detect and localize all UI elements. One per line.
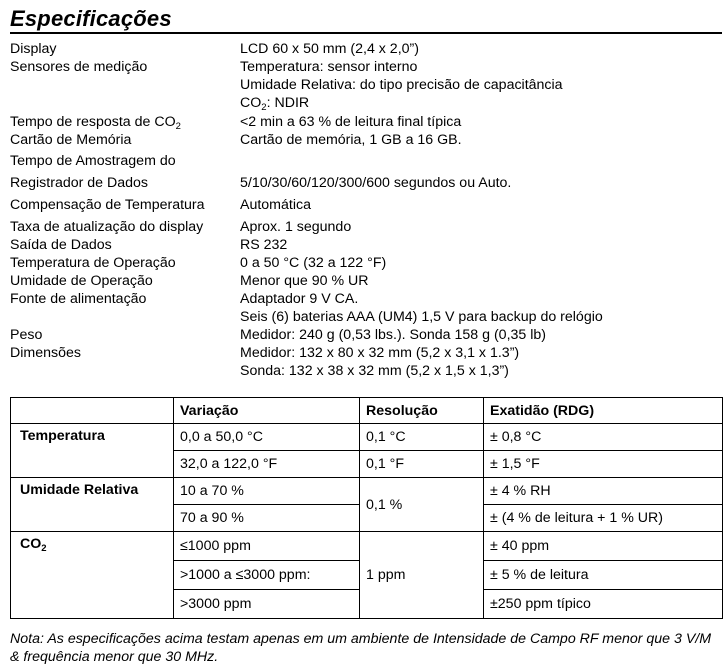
- group-label: Temperatura: [11, 424, 174, 478]
- table-header: Exatidão (RDG): [484, 398, 723, 424]
- table-header: Resolução: [360, 398, 484, 424]
- spec-value: LCD 60 x 50 mm (2,4 x 2,0”): [240, 41, 419, 57]
- range-cell: >3000 ppm: [174, 590, 360, 619]
- spec-label: Umidade de Operação: [10, 273, 153, 289]
- spec-label: Tempo de resposta de $CO_2$: [10, 114, 181, 132]
- accuracy-cell: ± 5 % de leitura: [484, 561, 723, 590]
- spec-label: Registrador de Dados: [10, 175, 149, 191]
- accuracy-cell: ± 1,5 °F: [484, 451, 723, 478]
- spec-value: Aprox. 1 segundo: [240, 219, 352, 235]
- spec-value: Seis (6) baterias AAA (UM4) 1,5 V para backup do relógio: [240, 309, 603, 325]
- spec-value: Sonda: 132 x 38 x 32 mm (5,2 x 1,5 x 1,3”): [240, 363, 509, 379]
- spec-label: Fonte de alimentação: [10, 291, 147, 307]
- spec-value: Temperatura: sensor interno: [240, 59, 418, 75]
- spec-value: $CO_2$: NDIR: [240, 95, 310, 113]
- table-header-row: [11, 398, 723, 424]
- accuracy-cell: ± 0,8 °C: [484, 424, 723, 451]
- spec-value: Cartão de memória, 1 GB a 16 GB.: [240, 132, 462, 148]
- spec-label: Temperatura de Operação: [10, 255, 176, 271]
- spec-label: Taxa de atualização do display: [10, 219, 204, 235]
- table-row: [11, 478, 723, 505]
- range-cell: ≤1000 ppm: [174, 532, 360, 561]
- spec-label: Dimensões: [10, 345, 81, 361]
- resolution-cell: 0,1 °F: [360, 451, 484, 478]
- accuracy-cell: ± (4 % de leitura + 1 % UR): [484, 505, 723, 532]
- specifications-table: [10, 397, 723, 619]
- resolution-cell: 0,1 %: [360, 478, 484, 532]
- table-header: [11, 398, 174, 424]
- spec-value: Menor que 90 % UR: [240, 273, 369, 289]
- accuracy-cell: ±250 ppm típico: [484, 590, 723, 619]
- spec-value: 5/10/30/60/120/300/600 segundos ou Auto.: [240, 175, 512, 191]
- spec-value: 0 a 50 °C (32 a 122 °F): [240, 255, 387, 271]
- accuracy-cell: ± 40 ppm: [484, 532, 723, 561]
- spec-value: RS 232: [240, 237, 288, 253]
- group-label: Umidade Relativa: [11, 478, 174, 532]
- page-title: Especificações: [10, 6, 172, 31]
- spec-value: Automática: [240, 197, 311, 213]
- spec-label: Tempo de Amostragem do: [10, 153, 176, 169]
- table-row: [11, 424, 723, 451]
- range-cell: 70 a 90 %: [174, 505, 360, 532]
- spec-label: Saída de Dados: [10, 237, 112, 253]
- table-row: [11, 532, 723, 561]
- range-cell: 0,0 a 50,0 °C: [174, 424, 360, 451]
- resolution-cell: 1 ppm: [360, 532, 484, 619]
- spec-label: Cartão de Memória: [10, 132, 132, 148]
- spec-label: Peso: [10, 327, 43, 343]
- spec-label: Display: [10, 41, 57, 57]
- table-header: Variação: [174, 398, 360, 424]
- range-cell: 32,0 a 122,0 °F: [174, 451, 360, 478]
- spec-value: Adaptador 9 V CA.: [240, 291, 359, 307]
- spec-label: Compensação de Temperatura: [10, 197, 205, 213]
- footnote: Nota: As especificações acima testam apenas em um ambiente de Intensidade de Campo RF menor que 3 V/M & frequência menor que 30 MHz.: [10, 631, 712, 665]
- spec-value: Medidor: 132 x 80 x 32 mm (5,2 x 3,1 x 1.3”): [240, 345, 520, 361]
- range-cell: >1000 a ≤3000 ppm:: [174, 561, 360, 590]
- spec-value: <2 min a 63 % de leitura final típica: [240, 114, 462, 130]
- spec-label: Sensores de medição: [10, 59, 148, 75]
- accuracy-cell: ± 4 % RH: [484, 478, 723, 505]
- resolution-cell: 0,1 °C: [360, 424, 484, 451]
- spec-value: Medidor: 240 g (0,53 lbs.). Sonda 158 g (0,35 lb): [240, 327, 547, 343]
- range-cell: 10 a 70 %: [174, 478, 360, 505]
- group-label: $CO_2$: [11, 532, 174, 619]
- spec-value: Umidade Relativa: do tipo precisão de capacitância: [240, 77, 563, 93]
